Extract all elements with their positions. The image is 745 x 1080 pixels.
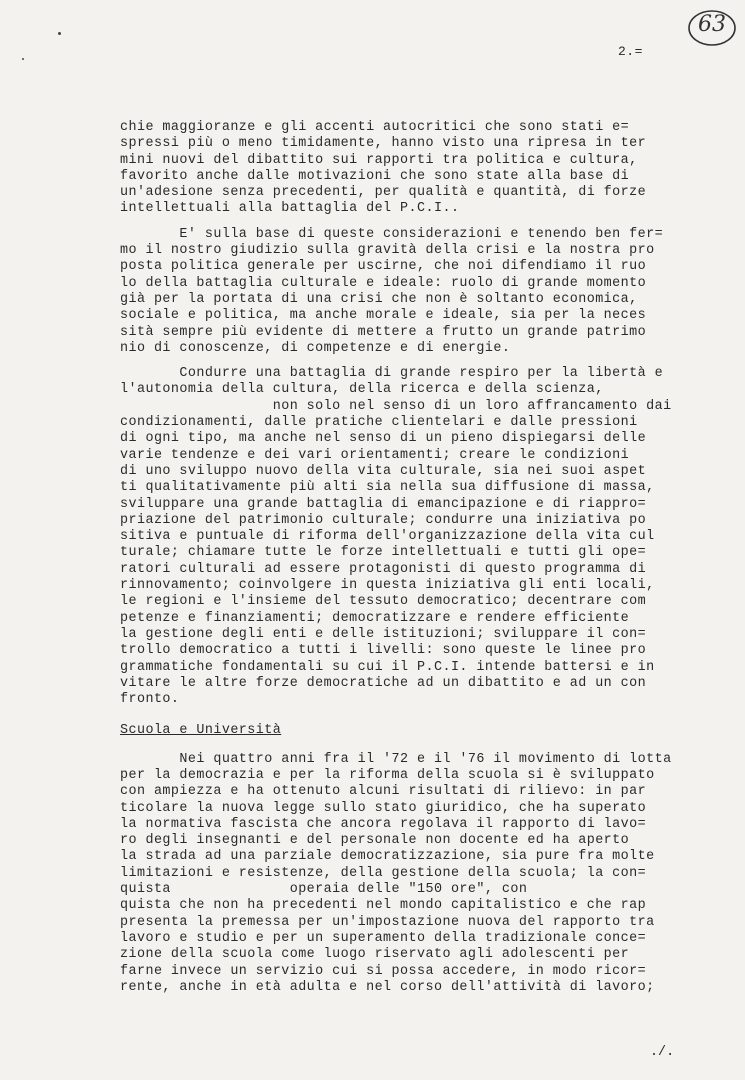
- text-line: farne invece un servizio cui si possa accedere, in modo ricor=: [120, 963, 647, 979]
- scan-speck: [58, 32, 61, 35]
- text-line: la normativa fascista che ancora regolava il rapporto di lavo=: [120, 816, 647, 832]
- text-line: le regioni e l'insieme del tessuto democratico; decentrare com: [120, 594, 647, 610]
- section-heading: Scuola e Università: [120, 723, 282, 739]
- text-line: ro degli insegnanti e del personale non docente ed ha aperto: [120, 833, 630, 849]
- text-line: chie maggioranze e gli accenti autocritici che sono stati e=: [120, 120, 630, 135]
- text-line: per la democrazia e per la riforma della scuola si è sviluppato: [120, 767, 655, 783]
- continuation-mark: ./.: [650, 1045, 675, 1060]
- text-line: intellettuali alla battaglia del P.C.I..: [120, 201, 460, 217]
- text-line: lo della battaglia culturale e ideale: ruolo di grande momento: [120, 275, 647, 291]
- text-line: non solo nel senso di un loro affrancamento dai: [120, 398, 672, 414]
- handwritten-page-stamp: [686, 8, 738, 48]
- text-line: mini nuovi del dibattito sui rapporti tra politica e cultura,: [120, 152, 638, 168]
- scan-speck: [22, 58, 24, 60]
- text-line: Nei quattro anni fra il '72 e il '76 il movimento di lotta: [120, 751, 672, 767]
- text-line: sità sempre più evidente di mettere a frutto un grande patrimo: [120, 324, 647, 340]
- text-line: E' sulla base di queste considerazioni e tenendo ben fer=: [120, 226, 664, 242]
- text-line: di ogni tipo, ma anche nel senso di un pieno dispiegarsi delle: [120, 431, 647, 447]
- text-line: petenze e finanziamenti; democratizzare e rendere efficiente: [120, 610, 630, 626]
- text-line: Condurre una battaglia di grande respiro per la libertà e: [120, 366, 664, 382]
- document-body: [120, 120, 720, 996]
- text-line: sviluppare una grande battaglia di emancipazione e di riappro=: [120, 496, 647, 512]
- text-line: l'autonomia della cultura, della ricerca e della scienza,: [120, 382, 604, 398]
- text-line: vitare le altre forze democratiche ad un dibattito e ad un con: [120, 675, 647, 691]
- text-line: lavoro e studio e per un superamento della tradizionale conce=: [120, 930, 647, 946]
- text-line: quista che non ha precedenti nel mondo capitalistico e che rap: [120, 898, 647, 914]
- text-line: posta politica generale per uscirne, che noi difendiamo il ruo: [120, 259, 647, 275]
- text-line: mo il nostro giudizio sulla gravità della crisi e la nostra pro: [120, 243, 655, 259]
- paragraph-gap: [120, 717, 720, 721]
- text-line: trollo democratico a tutti i livelli: sono queste le linee pro: [120, 643, 647, 659]
- paragraph-gap: [120, 708, 720, 717]
- text-line: condizionamenti, dalle pratiche clientelari e dalle pressioni: [120, 415, 638, 431]
- text-line: limitazioni e resistenze, della gestione della scuola; la con=: [120, 865, 647, 881]
- text-line: già per la portata di una crisi che non è soltanto economica,: [120, 291, 638, 307]
- text-line: sociale e politica, ma anche morale e ideale, sia per la neces: [120, 308, 647, 324]
- paragraph-gap: [120, 357, 720, 366]
- text-line: di uno sviluppo nuovo della vita culturale, sia nei suoi aspet: [120, 463, 647, 479]
- text-line: favorito anche dalle motivazioni che sono state alla base di: [120, 168, 630, 184]
- text-line: grammatiche fondamentali su cui il P.C.I. intende battersi e in: [120, 659, 655, 675]
- text-line: la strada ad una parziale democratizzazione, sia pure fra molte: [120, 849, 655, 865]
- stamp-number: 63: [698, 12, 726, 37]
- text-line: priazione del patrimonio culturale; condurre una iniziativa po: [120, 512, 647, 528]
- paragraph-gap: [120, 218, 720, 227]
- text-line: zione della scuola come luogo riservato agli adolescenti per: [120, 947, 630, 963]
- text-line: varie tendenze e dei vari orientamenti; creare le condizioni: [120, 447, 630, 463]
- text-line: spressi più o meno timidamente, hanno visto una ripresa in ter: [120, 136, 647, 152]
- text-line: ti qualitativamente più alti sia nella sua diffusione di massa,: [120, 480, 655, 496]
- text-line: con ampiezza e ha ottenuto alcuni risultati di rilievo: in par: [120, 784, 647, 800]
- text-line: turale; chiamare tutte le forze intellettuali e tutti gli ope=: [120, 545, 647, 561]
- paragraph-gap: [120, 740, 720, 752]
- page-number: 2.=: [618, 44, 643, 59]
- text-line: fronto.: [120, 692, 180, 708]
- text-line: sitiva e puntuale di riforma dell'organizzazione della vita cul: [120, 529, 655, 545]
- text-line: ticolare la nuova legge sullo stato giuridico, che ha superato: [120, 800, 647, 816]
- text-line: la gestione degli enti e delle istituzioni; sviluppare il con=: [120, 626, 647, 642]
- text-line: nio di conoscenze, di competenze e di energie.: [120, 340, 511, 356]
- text-line: rente, anche in età adulta e nel corso dell'attività di lavoro;: [120, 979, 655, 995]
- text-line: un'adesione senza precedenti, per qualità e quantità, di forze: [120, 185, 647, 201]
- text-line: presenta la premessa per un'impostazione nuova del rapporto tra: [120, 914, 655, 930]
- text-line: ratori culturali ad essere protagonisti di questo programma di: [120, 561, 647, 577]
- text-line: quista operaia delle "150 ore", con: [120, 882, 528, 898]
- text-line: rinnovamento; coinvolgere in questa iniziativa gli enti locali,: [120, 578, 655, 594]
